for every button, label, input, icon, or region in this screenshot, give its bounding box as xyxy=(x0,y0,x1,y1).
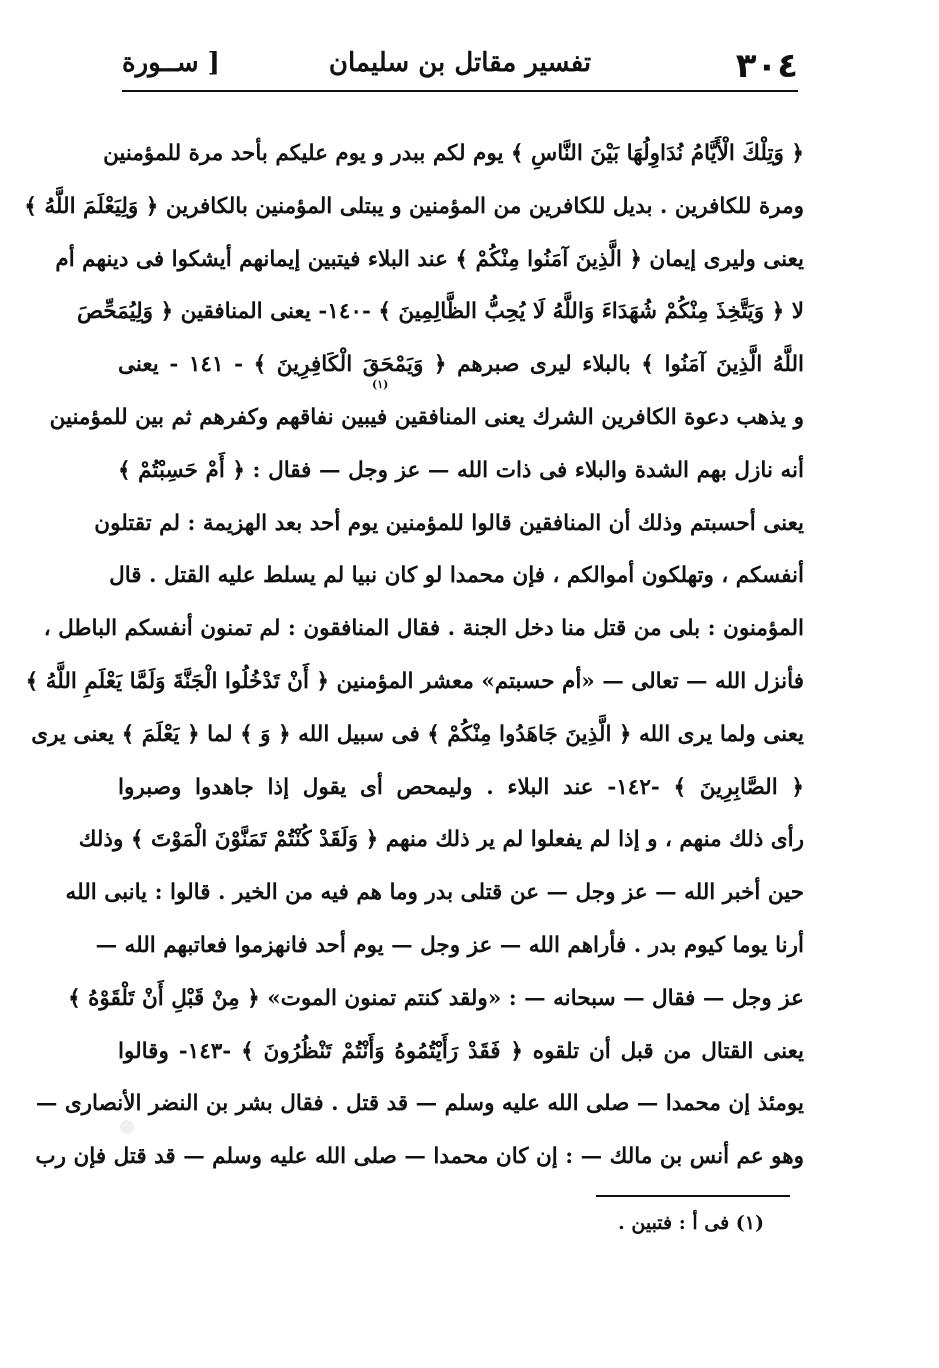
text-line: حين أخبر الله — عز وجل — عن قتلى بدر وما هم فيه من الخير . قالوا : يانبى الله xyxy=(65,880,804,906)
footnote-rule xyxy=(596,1195,790,1197)
text-line: ﴿ الصَّابِرِينَ ﴾ -١٤٢- عند البلاء . وليمحص أى يقول إذا جاهدوا وصبروا xyxy=(118,774,804,800)
page-number: ٣٠٤ xyxy=(735,46,798,86)
text-line: يعنى ولما يرى الله ﴿ الَّذِينَ جَاهَدُوا مِنْكُمْ ﴾ فى سبيل الله ﴿ وَ ﴾ لما ﴿ يَعْلَمَ ﴾ يعنى يرى xyxy=(31,721,804,747)
text-line: أنه نازل بهم الشدة والبلاء فى ذات الله — عز وجل — فقال : ﴿ أَمْ حَسِبْتُمْ ﴾ xyxy=(118,457,804,483)
running-title: تفسير مقاتل بن سليمان xyxy=(328,48,592,78)
text-line: أنفسكم ، وتهلكون أموالكم ، فإن محمدا لو كان نبيا لم يسلط عليه القتل . قال xyxy=(109,563,804,589)
surah-label: [ ســورة xyxy=(122,48,220,78)
text-line: عز وجل — فقال — سبحانه — : «ولقد كنتم تمنون الموت» ﴿ مِنْ قَبْلِ أَنْ تَلْقَوْهُ ﴾ xyxy=(68,985,804,1011)
text-line: يعنى القتال من قبل أن تلقوه ﴿ فَقَدْ رَأَيْتُمُوهُ وَأَنْتُمْ تَنْظُرُونَ ﴾ -١٤٣- وقالوا xyxy=(118,1038,804,1064)
text-line: يومئذ إن محمدا — صلى الله عليه وسلم — قد قتل . فقال بشر بن النضر الأنصارى — xyxy=(35,1091,804,1117)
text-line: رأى ذلك منهم ، و إذا لم يفعلوا لم ير ذلك منهم ﴿ وَلَقَدْ كُنْتُمْ تَمَنَّوْنَ الْمَوْتَ ﴾ وذلك xyxy=(78,827,804,853)
text-line: المؤمنون : بلى من قتل منا دخل الجنة . فقال المنافقون : لم تمنون أنفسكم الباطل ، xyxy=(43,616,804,642)
text-line: لا ﴿ وَيَتَّخِذَ مِنْكُمْ شُهَدَاءَ وَاللَّهُ لَا يُحِبُّ الظَّالِمِينَ ﴾ -١٤٠- يعنى المنافقين ﴿ وَلِيُمَحِّصَ xyxy=(76,299,804,325)
text-line: اللَّهُ الَّذِينَ آمَنُوا ﴾ بالبلاء ليرى صبرهم ﴿ وَيَمْحَقَ الْكَافِرِينَ ﴾ - ١٤١ - يعنى xyxy=(118,352,804,378)
margin-smudge xyxy=(120,1120,134,1134)
text-line: يعنى أحسبتم وذلك أن المنافقين قالوا للمؤمنين يوم أحد بعد الهزيمة : لم تقتلون xyxy=(94,510,804,536)
text-line: وهو عم أنس بن مالك — : إن كان محمدا — صلى الله عليه وسلم — قد قتل فإن رب xyxy=(35,1144,804,1170)
text-line: يعنى وليرى إيمان ﴿ الَّذِينَ آمَنُوا مِنْكُمْ ﴾ عند البلاء فيتبين إيمانهم أيشكوا فى دينهم أم xyxy=(55,246,804,272)
commentary-body xyxy=(24,128,804,1184)
text-line: ومرة للكافرين . بديل للكافرين من المؤمنين و يبتلى المؤمنين بالكافرين ﴿ وَلِيَعْلَمَ اللَّهُ ﴾ xyxy=(24,193,804,219)
page-header xyxy=(122,38,798,90)
footnote: (١) فى أ : فتبين . xyxy=(618,1212,764,1234)
text-line: ﴿ وَتِلْكَ الْأَيَّامُ نُدَاوِلُهَا بَيْنَ النَّاسِ ﴾ يوم لكم ببدر و يوم عليكم بأحد مرة للمؤمنين xyxy=(103,141,804,166)
header-rule xyxy=(122,90,798,92)
text-line: و يذهب دعوة الكافرين الشرك يعنى المنافقين فيبين نفاقهم وكفرهم ثم بين للمؤمنين xyxy=(49,404,804,430)
text-line: فأنزل الله — تعالى — «أم حسبتم» معشر المؤمنين ﴿ أَنْ تَدْخُلُوا الْجَنَّةَ وَلَمَّا يَعْلَمِ اللَّهُ ﴾ xyxy=(25,668,804,694)
text-line: أرنا يوما كيوم بدر . فأراهم الله — عز وجل — يوم أحد فانهزموا فعاتبهم الله — xyxy=(95,932,804,958)
footnote-marker: (١) xyxy=(372,378,389,391)
